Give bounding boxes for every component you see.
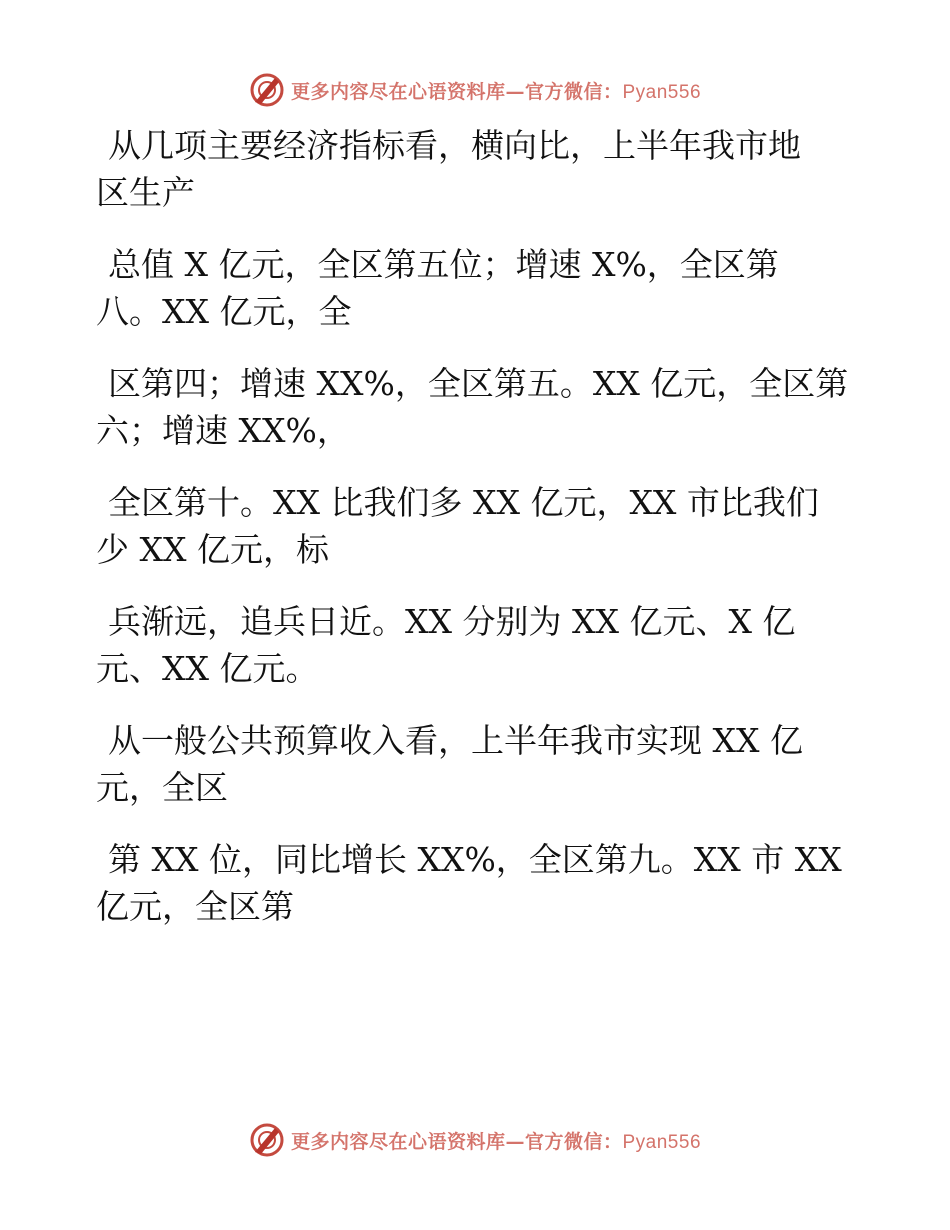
paragraph-line: 元，全区	[96, 768, 228, 807]
paragraph-line: 总值 X 亿元，全区第五位；增速 X%，全区第	[108, 245, 779, 284]
paragraph-line: 全区第十。XX 比我们多 XX 亿元，XX 市比我们	[108, 483, 819, 522]
header-watermark	[0, 70, 950, 110]
paragraph-1	[96, 122, 856, 216]
paragraph-line: 八。XX 亿元，全	[96, 292, 352, 331]
paragraph-4	[96, 479, 856, 573]
paragraph-5	[96, 598, 856, 692]
quill-logo-icon	[249, 72, 285, 108]
footer-watermark	[0, 1120, 950, 1160]
watermark-text: 更多内容尽在心语资料库—官方微信：Pyan556	[290, 1130, 702, 1153]
paragraph-line: 六；增速 XX%，	[96, 411, 350, 450]
paragraph-line: 第 XX 位，同比增长 XX%，全区第九。XX 市 XX	[108, 840, 842, 879]
watermark-wechat-id: Pyan556	[622, 1131, 702, 1153]
paragraph-line: 元、XX 亿元。	[96, 649, 319, 688]
paragraph-line: 少 XX 亿元，标	[96, 530, 329, 569]
paragraph-line: 从一般公共预算收入看，上半年我市实现 XX 亿	[108, 721, 803, 760]
paragraph-line: 区第四；增速 XX%，全区第五。XX 亿元，全区第	[108, 364, 849, 403]
paragraph-line: 兵渐远，追兵日近。XX 分别为 XX 亿元、X 亿	[108, 602, 796, 641]
paragraph-3	[96, 360, 856, 454]
paragraph-line: 亿元，全区第	[96, 887, 294, 926]
paragraph-2	[96, 241, 856, 335]
watermark-wechat-id: Pyan556	[622, 81, 702, 103]
paragraph-6	[96, 717, 856, 811]
paragraph-line: 区生产	[96, 173, 195, 212]
paragraph-7	[96, 836, 856, 930]
quill-logo-icon	[249, 1122, 285, 1158]
document-body	[96, 122, 856, 955]
watermark-text: 更多内容尽在心语资料库—官方微信：Pyan556	[290, 80, 702, 103]
paragraph-line: 从几项主要经济指标看，横向比，上半年我市地	[108, 126, 801, 165]
